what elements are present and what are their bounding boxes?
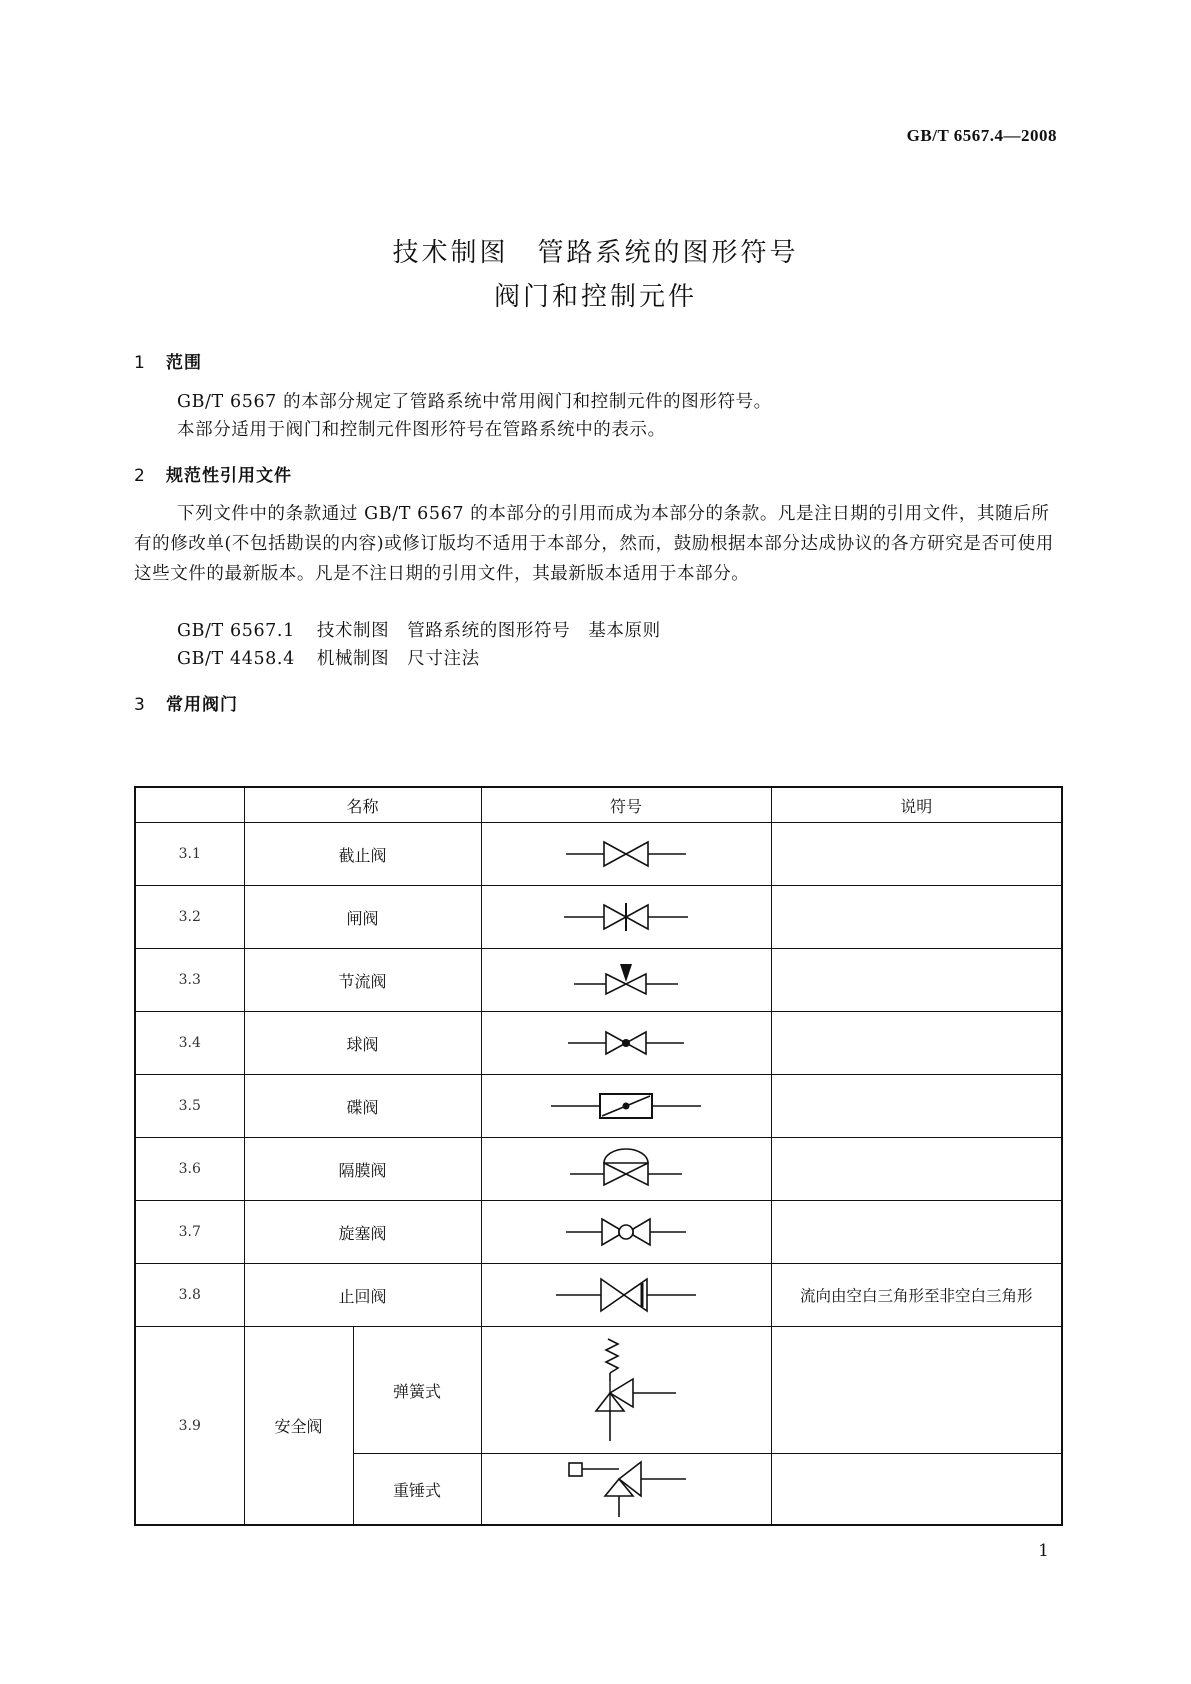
- document-title-line1: 技术制图 管路系统的图形符号: [392, 238, 799, 268]
- reference-code: GB/T 4458.4: [177, 649, 295, 669]
- table-row: [135, 1012, 1062, 1075]
- row-number: 3.6: [135, 1138, 244, 1201]
- row-name: 安全阀: [244, 1327, 353, 1526]
- row-number: 3.2: [135, 886, 244, 949]
- spring-safety-valve-icon: [566, 1335, 686, 1445]
- row-note: [771, 886, 1062, 949]
- row-name: 截止阀: [244, 823, 481, 886]
- butterfly-valve-icon: [546, 1086, 706, 1126]
- standard-code: GB/T 6567.4—2008: [906, 126, 1057, 145]
- row-subname: 重锤式: [353, 1454, 481, 1526]
- row-symbol: [481, 1264, 771, 1327]
- section-2-heading: [134, 461, 292, 486]
- header-no: [135, 787, 244, 823]
- row-note: [771, 1327, 1062, 1454]
- table-header-row: [135, 787, 1062, 823]
- row-note: [771, 1454, 1062, 1526]
- row-name: 闸阀: [244, 886, 481, 949]
- header-name: 名称: [244, 787, 481, 823]
- row-symbol: [481, 949, 771, 1012]
- section-title: 常用阀门: [166, 695, 238, 715]
- row-symbol: [481, 823, 771, 886]
- row-number: 3.8: [135, 1264, 244, 1327]
- gate-valve-icon: [556, 897, 696, 937]
- row-note: [771, 1075, 1062, 1138]
- row-subname: 弹簧式: [353, 1327, 481, 1454]
- paragraph-text: GB/T 6567 的本部分规定了管路系统中常用阀门和控制元件的图形符号。: [177, 392, 772, 412]
- section-1-paragraph-1: [134, 387, 1062, 417]
- row-symbol: [481, 886, 771, 949]
- table-row: [135, 823, 1062, 886]
- row-symbol: [481, 1201, 771, 1264]
- table-row: [135, 1075, 1062, 1138]
- ball-valve-icon: [556, 1023, 696, 1063]
- table-row: [135, 1201, 1062, 1264]
- section-number: 2: [134, 466, 146, 486]
- row-note: [771, 1201, 1062, 1264]
- section-title: 范围: [166, 353, 202, 373]
- row-number: 3.5: [135, 1075, 244, 1138]
- valve-symbol-table: [134, 786, 1063, 1526]
- table-row: [135, 886, 1062, 949]
- diaphragm-valve-icon: [556, 1147, 696, 1191]
- section-number: 1: [134, 353, 146, 373]
- reference-title: 技术制图 管路系统的图形符号 基本原则: [316, 621, 661, 641]
- row-name: 节流阀: [244, 949, 481, 1012]
- row-symbol: [481, 1138, 771, 1201]
- header-note: 说明: [771, 787, 1062, 823]
- row-number: 3.7: [135, 1201, 244, 1264]
- header-symbol: 符号: [481, 787, 771, 823]
- reference-2: [177, 645, 502, 670]
- reference-title: 机械制图 尺寸注法: [316, 649, 480, 669]
- throttle-valve-icon: [556, 958, 696, 1002]
- table-row: [135, 1327, 1062, 1454]
- page-number: 1: [1038, 1541, 1049, 1561]
- section-3-heading: [134, 690, 238, 715]
- row-note: [771, 1012, 1062, 1075]
- globe-valve-icon: [556, 834, 696, 874]
- row-note: [771, 823, 1062, 886]
- row-number: 3.1: [135, 823, 244, 886]
- row-number: 3.4: [135, 1012, 244, 1075]
- weight-safety-valve-icon: [561, 1457, 691, 1521]
- row-number: 3.9: [135, 1327, 244, 1526]
- section-title: 规范性引用文件: [166, 466, 292, 486]
- table-row: [135, 949, 1062, 1012]
- section-number: 3: [134, 695, 146, 715]
- reference-code: GB/T 6567.1: [177, 621, 295, 641]
- paragraph-text: 本部分适用于阀门和控制元件图形符号在管路系统中的表示。: [177, 420, 666, 440]
- row-name: 止回阀: [244, 1264, 481, 1327]
- row-symbol: [481, 1454, 771, 1526]
- section-1-paragraph-2: [134, 415, 1062, 445]
- row-symbol: [481, 1327, 771, 1454]
- row-note: 流向由空白三角形至非空白三角形: [771, 1264, 1062, 1327]
- table-row: [135, 1264, 1062, 1327]
- row-name: 球阀: [244, 1012, 481, 1075]
- reference-1: [177, 617, 683, 642]
- row-note: [771, 949, 1062, 1012]
- section-1-heading: [134, 348, 202, 373]
- check-valve-icon: [551, 1273, 701, 1317]
- row-symbol: [481, 1012, 771, 1075]
- row-name: 隔膜阀: [244, 1138, 481, 1201]
- table-row: [135, 1138, 1062, 1201]
- row-note: [771, 1138, 1062, 1201]
- row-number: 3.3: [135, 949, 244, 1012]
- row-name: 旋塞阀: [244, 1201, 481, 1264]
- row-symbol: [481, 1075, 771, 1138]
- row-name: 碟阀: [244, 1075, 481, 1138]
- paragraph-text: 下列文件中的条款通过 GB/T 6567 的本部分的引用而成为本部分的条款。凡是注日期的引用文件，其随后所有的修改单(不包括勘误的内容)或修订版均不适用于本部分，然而，鼓励根据本部分达成协议的各方研究是否可使用这些文件的最新版本。凡是不注日期的引用文件，其最新版本适用于本部分。: [134, 504, 1054, 584]
- section-2-paragraph: [134, 499, 1062, 589]
- plug-valve-icon: [556, 1212, 696, 1252]
- document-title-line2: 阀门和控制元件: [493, 282, 697, 312]
